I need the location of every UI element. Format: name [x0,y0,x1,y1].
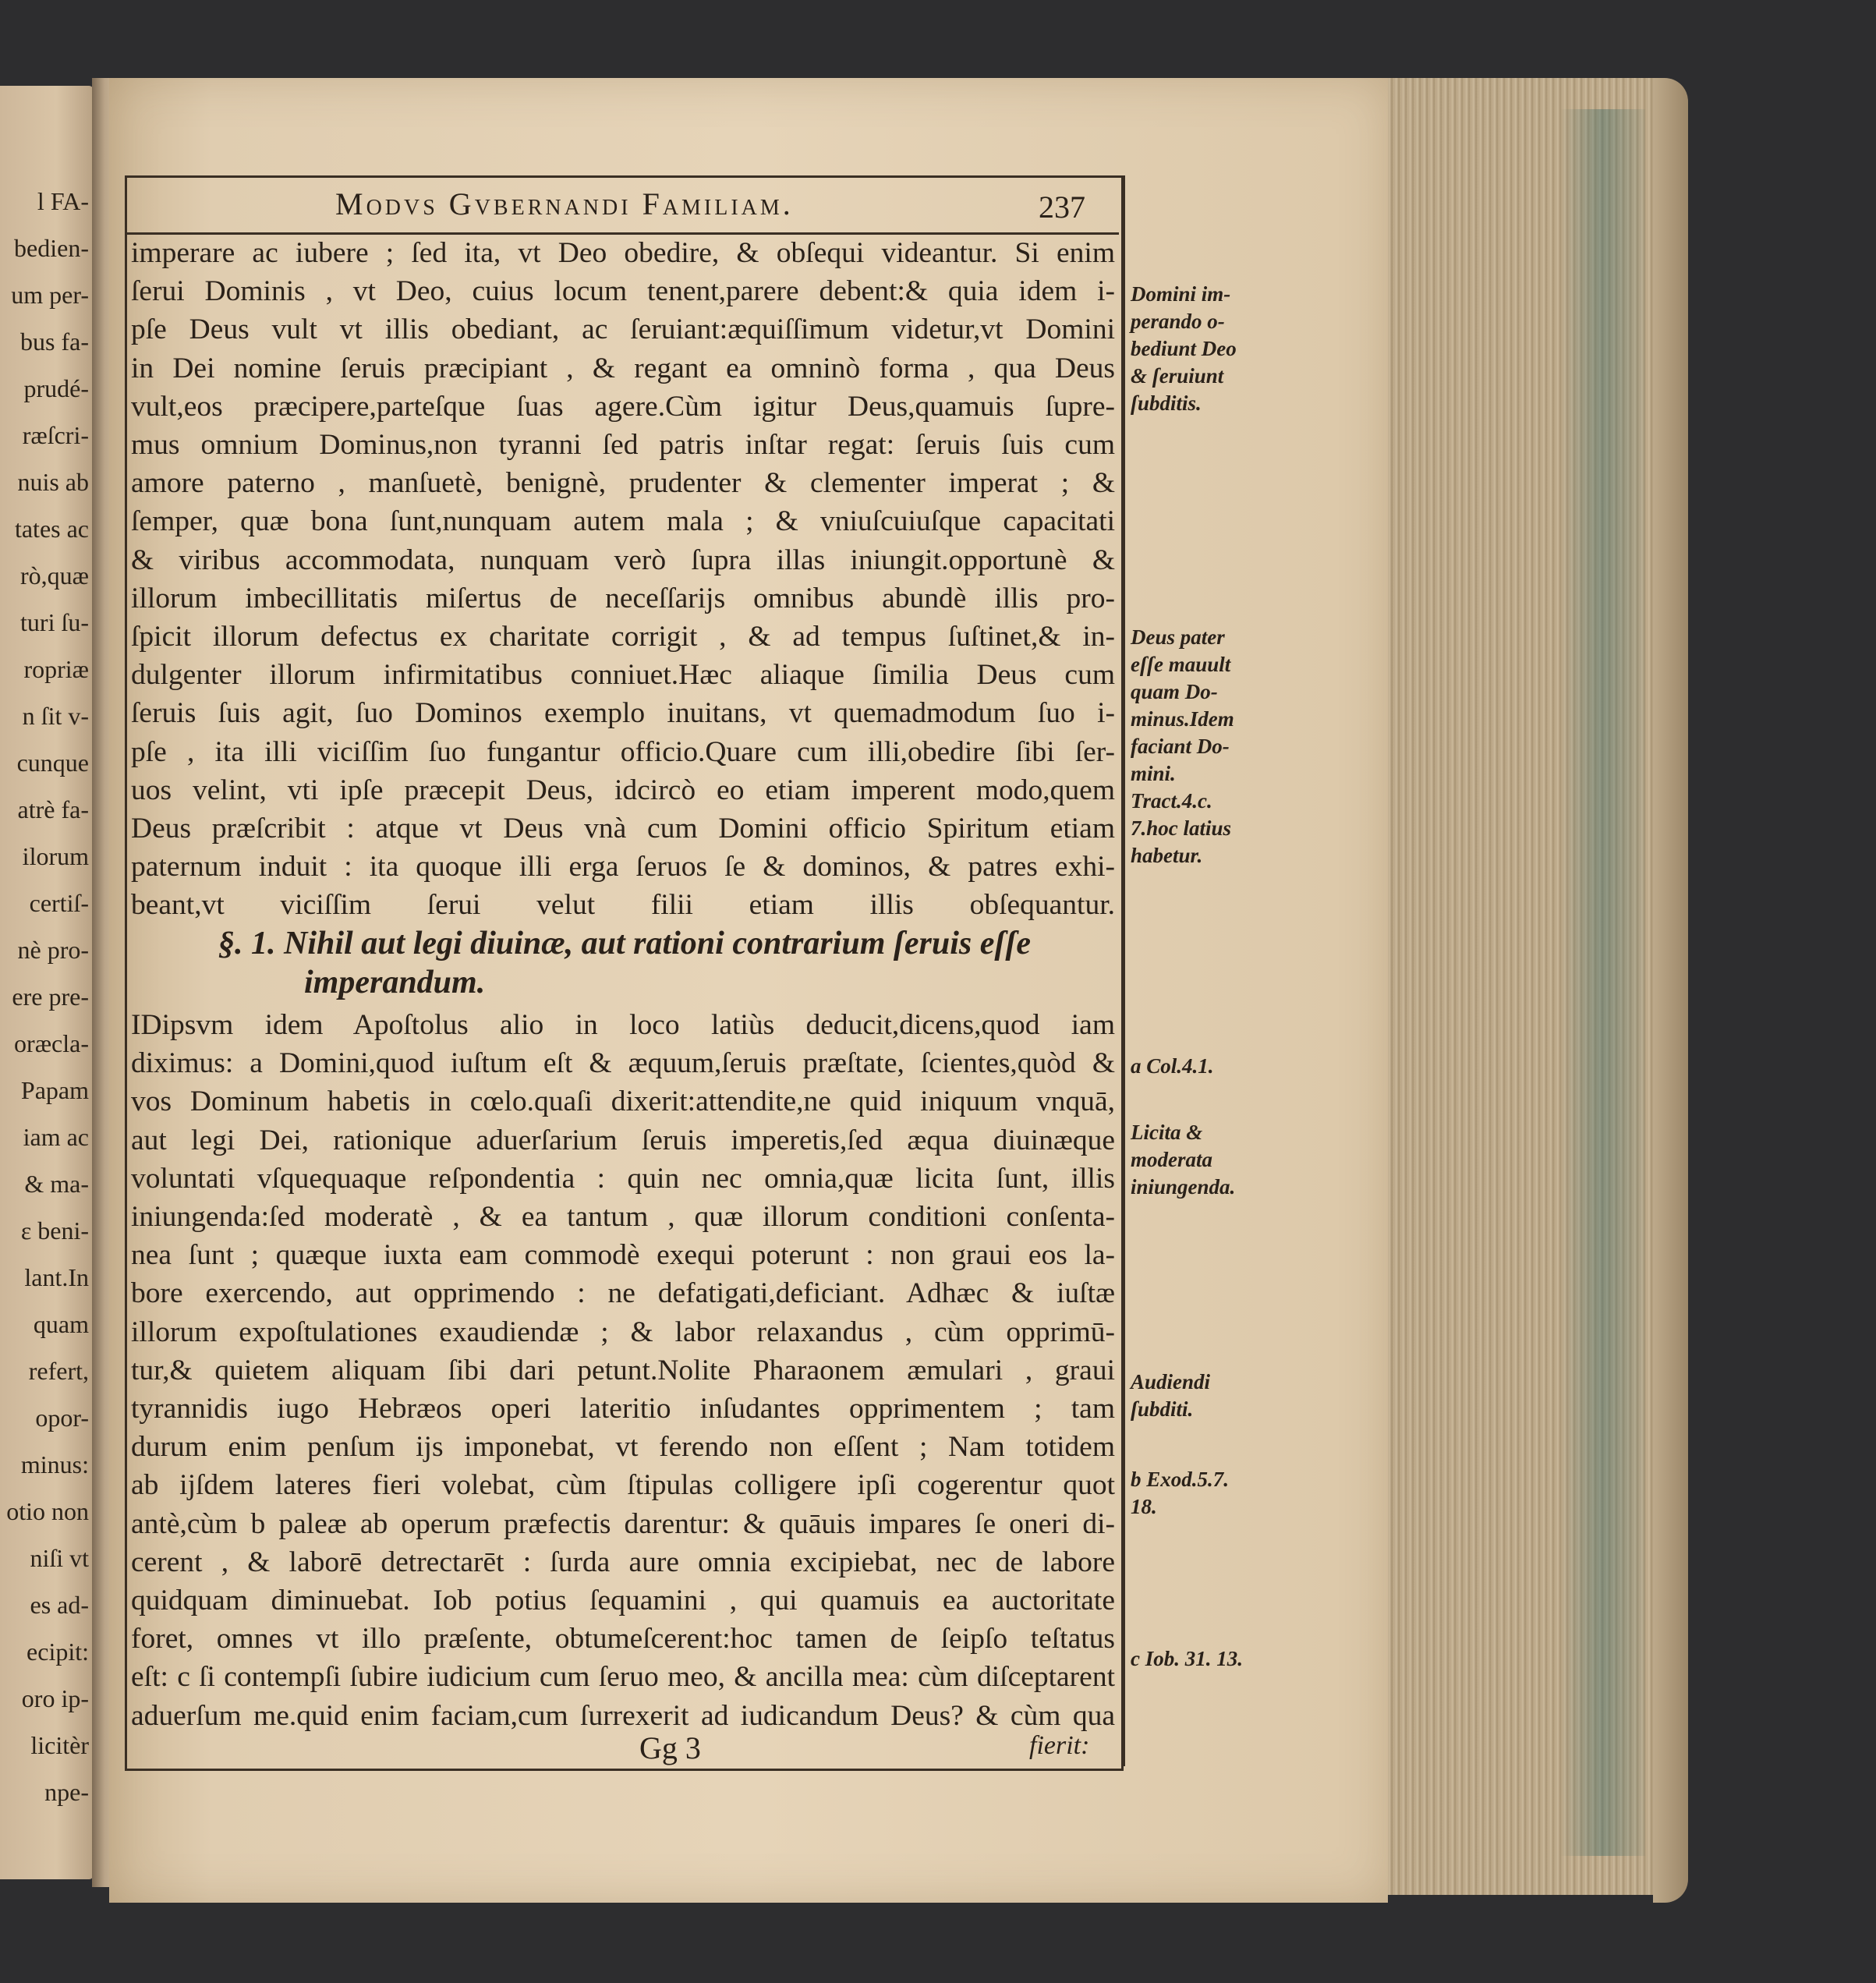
body-line: in Dei nomine ſeruis præcipiant , & regant ea omninò forma , qua Deus [131,352,1115,384]
section-heading [218,924,1115,1002]
left-page-text-fragment: prudé- [23,374,89,402]
margin-note-line: mini. [1131,762,1176,785]
signature-mark: Gg 3 [639,1730,701,1765]
left-page-text-fragment: n ſit v- [22,702,89,730]
left-page-text-fragment: atrè fa- [17,795,89,823]
left-page-text-fragment: ε beni- [20,1216,89,1245]
body-line: nea ſunt ; quæque iuxta eam commodè exequi poterunt : non graui eos la- [131,1239,1115,1272]
margin-note-line: Audiendi [1131,1370,1211,1393]
section-heading-line-2: imperandum. [304,965,486,1000]
margin-note [1131,281,1271,417]
body-line: amore paterno , manſuetè, benignè, prudenter & clementer imperat ; & [131,467,1115,500]
left-page-text-fragment: quam [33,1310,89,1338]
left-page-fragment [0,86,94,1879]
margin-note-line: perando o- [1131,310,1225,333]
body-line: pſe , ita illi viciſſim ſuo fungantur officio.Quare cum illi,obedire ſibi ſer- [131,735,1115,768]
body-line: tyrannidis iugo Hebræos operi lateritio inſudantes opprimentem ; tam [131,1393,1115,1425]
margin-note-line: Deus pater [1131,625,1225,649]
body-line: uos velint, vti ipſe præcepit Deus, idcircò eo etiam imperent modo,quem [131,774,1115,806]
left-page-text-fragment: oræcla- [14,1029,89,1057]
body-line: ſpicit illorum defectus ex charitate corrigit , & ad tempus ſuſtinet,& in- [131,621,1115,653]
body-line: foret, omnes vt illo præſente, obtumeſcerent:hoc tamen de ſeipſo teſtatus [131,1623,1115,1655]
body-line: tur,& quietem aliquam ſibi dari petunt.Nolite Pharaonem æmulari , graui [131,1354,1115,1386]
margin-note [1131,1369,1271,1423]
body-line: IDipsvm idem Apoſtolus alio in loco latiùs deducit,dicens,quod iam [131,1009,1115,1041]
body-line: pſe Deus vult vt illis obediant, ac ſeruiant:æquiſſimum videtur,vt Domini [131,313,1115,346]
left-page-text-fragment: oro ip- [21,1684,89,1712]
left-page-text-fragment: opor- [35,1404,89,1432]
book-cover-edge [1653,78,1688,1903]
left-page-text-fragment: Papam [20,1076,89,1104]
margin-note [1131,1466,1271,1521]
left-page-text-fragment: iam ac [23,1123,89,1151]
left-page-text-fragment: refert, [28,1357,89,1385]
body-line: Deus præſcribit : atque vt Deus vnà cum Domini officio Spiritum etiam [131,813,1115,845]
margin-note-line: b Exod.5.7. [1131,1468,1230,1491]
left-page-text-fragment: ræſcri- [22,421,89,449]
body-line: antè,cùm b paleæ ab operum præfectis darentur: & quāuis impares ſe oneri di- [131,1507,1115,1540]
left-page-text-fragment: turi ſu- [20,608,89,636]
body-line: ſemper, quæ bona ſunt,nunquam autem mala ; & vniuſcuiuſque capacitati [131,505,1115,538]
left-page-text-fragment: ecipit: [27,1638,89,1666]
left-page-text-fragment: nè pro- [17,936,89,964]
left-page-text-fragment: um per- [11,281,89,309]
margin-note-line: 7.hoc latius [1131,816,1232,840]
body-line: ſeruis ſuis agit, ſuo Dominos exemplo inuitans, vt quemadmodum ſuo i- [131,697,1115,730]
left-page-text-fragment: rò,quæ [20,561,89,590]
body-line: imperare ac iubere ; ſed ita, vt Deo obedire, & obſequi videantur. Si enim [131,237,1115,269]
left-page-text-fragment: bus fa- [20,328,89,356]
body-line: diximus: a Domini,quod iuſtum eſt & æquum,ſeruis præſtate, ſcientes,quòd & [131,1047,1115,1080]
left-page-text-fragment: bedien- [14,234,89,262]
body-line: dulgenter illorum infirmitatibus conniuet.Hæc aliaque ſimilia Deus cum [131,659,1115,692]
margin-note [1131,1645,1271,1673]
left-page-text-fragment: licitèr [30,1731,89,1759]
margin-rule [1123,175,1125,1766]
left-page-text-fragment: npe- [44,1778,89,1806]
body-line: aduerſum me.quid enim faciam,cum ſurrexerit ad iudicandum Deus? & cùm qua [131,1699,1115,1732]
left-page-text-fragment: & ma- [24,1170,89,1198]
catchword: fierit: [1029,1731,1090,1760]
body-line: cerent , & laborē detrectarēt : ſurda aure omnia excipiebat, nec de labore [131,1546,1115,1578]
running-head: Modvs Gvbernandi Familiam. [335,186,794,221]
body-line: iniungenda:ſed moderatè , & ea tantum , quæ illorum conditioni conſenta- [131,1201,1115,1234]
margin-note [1131,1119,1271,1201]
body-line: durum enim penſum ijs imponebat, vt ferendo non eſſent ; Nam totidem [131,1431,1115,1464]
body-line: vult,eos præcipere,parteſque ſuas agere.Cùm igitur Deus,quamuis ſupre- [131,390,1115,423]
margin-note [1131,624,1271,869]
left-page-text-fragment: ere pre- [12,983,89,1011]
body-line: illorum imbecillitatis miſertus de neceſſarijs omnibus abundè illis pro- [131,582,1115,614]
left-page-text-fragment: cunque [16,749,89,777]
body-line: mus omnium Dominus,non tyranni ſed patris inſtar regat: ſeruis ſuis cum [131,429,1115,462]
margin-note-line: c Iob. 31. 13. [1131,1647,1243,1670]
left-page-text-fragment: es ad- [30,1591,89,1619]
margin-note-line: a Col.4.1. [1131,1054,1214,1078]
margin-note-line: Tract.4.c. [1131,789,1212,813]
margin-note-line: faciant Do- [1131,735,1230,758]
margin-note-line: moderata [1131,1148,1212,1171]
body-line: voluntati vſquequaque reſpondentia : quin nec omnia,quæ licita ſunt, illis [131,1162,1115,1195]
body-line: ſerui Dominis , vt Deo, cuius locum tenent,parere debent:& quia idem i- [131,275,1115,308]
margin-note-line: Licita & [1131,1121,1203,1144]
margin-note-line: Domini im- [1131,282,1231,306]
body-line: quidquam diminuebat. Iob potius ſequamini , qui quamuis ea auctoritate [131,1585,1115,1617]
page-edge-shading [1559,109,1645,1856]
margin-note-line: eſſe mauult [1131,653,1231,676]
left-page-text-fragment: niſi vt [30,1544,89,1572]
body-line: illorum expoſtulationes exaudiendæ ; & labor relaxandus , cùm opprimū- [131,1316,1115,1348]
margin-note-line: habetur. [1131,844,1203,867]
margin-note-line: minus.Idem [1131,707,1234,731]
left-page-text-fragment: minus: [20,1450,89,1478]
body-line: ab ijſdem lateres fieri volebat, cùm ſtipulas colligere ipſi cogerentur quot [131,1469,1115,1502]
body-text-block-1 [131,234,1115,925]
left-page-text-fragment: certiſ- [29,889,89,917]
margin-note-line: iniungenda. [1131,1175,1236,1199]
body-text-block-2 [131,1006,1115,1735]
left-page-text-fragment: otio non [6,1497,89,1525]
margin-note-line: ſubditis. [1131,391,1202,415]
body-line: bore exercendo, aut opprimendo : ne defatigati,deficiant. Adhæc & iuſtæ [131,1277,1115,1310]
body-line: eſt: c ſi contempſi ſubire iudicium cum ſeruo meo, & ancilla mea: cùm diſceptarent [131,1661,1115,1694]
left-page-text-fragment: l FA- [37,187,89,215]
body-line: beant,vt viciſſim ſerui velut filii etiam illis obſequantur. [131,889,1115,922]
margin-note-line: & ſeruiunt [1131,364,1224,388]
body-line: vos Dominum habetis in cœlo.quaſi dixerit:attendite,ne quid iniquum vnquā, [131,1085,1115,1118]
margin-note-line: 18. [1131,1495,1157,1518]
left-page-text-fragment: ilorum [22,842,89,870]
body-line: paternum induit : ita quoque illi erga ſeruos ſe & dominos, & patres exhi- [131,851,1115,883]
margin-note-line: quam Do- [1131,680,1218,703]
left-page-text-fragment: nuis ab [17,468,89,496]
left-page-text-fragment: lant.In [24,1263,89,1291]
section-heading-line-1: §. 1. Nihil aut legi diuinæ, aut rationi contrarium ſeruis eſſe [218,926,1031,961]
margin-note [1131,1053,1271,1080]
body-line: & viribus accommodata, nunquam verò ſupra illas iniungit.opportunè & [131,544,1115,576]
margin-note-line: ſubditi. [1131,1397,1194,1421]
margin-note-line: bediunt Deo [1131,337,1237,360]
page-number: 237 [1039,189,1085,225]
left-page-text-fragment: ropriæ [23,655,89,683]
left-page-text-fragment: tates ac [14,515,89,543]
body-line: aut legi Dei, rationique aduerſarium ſeruis imperetis,ſed æqua diuinæque [131,1124,1115,1156]
